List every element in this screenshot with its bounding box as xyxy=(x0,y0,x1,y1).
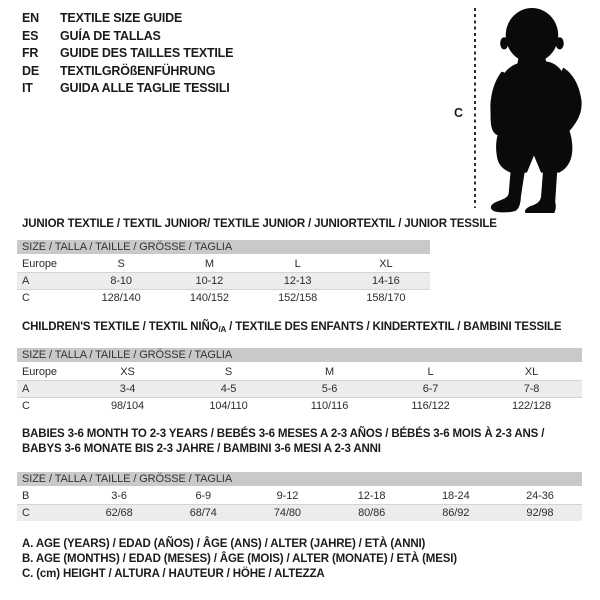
language-code: EN xyxy=(22,11,39,25)
size-header-label: SIZE / TALLA / TAILLE / GRÖSSE / TAGLIA xyxy=(22,473,233,485)
height-measure-dotted-line xyxy=(474,8,476,208)
table-cell: S xyxy=(117,258,125,270)
table-cell: 9-12 xyxy=(276,490,299,502)
junior-table-rows xyxy=(17,256,430,306)
language-row-de xyxy=(22,63,233,81)
row-label: A xyxy=(22,383,30,395)
table-cell: 92/98 xyxy=(526,507,554,519)
table-cell: S xyxy=(224,366,233,378)
size-header-label: SIZE / TALLA / TAILLE / GRÖSSE / TAGLIA xyxy=(22,349,233,361)
table-cell: 122/128 xyxy=(511,400,552,412)
junior-section-title: JUNIOR TEXTILE / TEXTIL JUNIOR/ TEXTILE JUNIOR / JUNIORTEXTIL / JUNIOR TESSILE xyxy=(22,218,497,230)
babies-title-line1: BABIES 3-6 MONTH TO 2-3 YEARS / BEBÉS 3-6 MESES A 2-3 AÑOS / BÉBÉS 3-6 MOIS À 2-3 ANS / xyxy=(22,428,545,440)
table-cell: XS xyxy=(120,366,135,378)
row-label: C xyxy=(22,400,30,412)
table-cell: M xyxy=(204,258,214,270)
size-header-bar xyxy=(17,472,582,486)
language-header xyxy=(22,10,233,98)
children-table-rows xyxy=(17,364,582,414)
size-header-bar xyxy=(17,240,430,254)
language-label: TEXTILGRÖßENFÜHRUNG xyxy=(60,63,216,78)
table-cell: 98/104 xyxy=(110,400,145,412)
table-cell: 18-24 xyxy=(441,490,470,502)
table-cell: 3-6 xyxy=(111,490,127,502)
babies-size-table xyxy=(17,472,582,521)
language-row-it xyxy=(22,80,233,98)
table-row xyxy=(17,397,582,414)
table-cell: 158/170 xyxy=(366,292,406,304)
table-cell: 6-9 xyxy=(195,490,212,502)
children-section-title xyxy=(22,320,561,336)
table-cell: 24-36 xyxy=(526,490,554,502)
children-title-subscript: /A xyxy=(218,325,227,334)
table-cell: 7-8 xyxy=(523,383,540,395)
table-row xyxy=(17,256,430,272)
row-label: C xyxy=(22,292,30,304)
table-cell: 62/68 xyxy=(105,507,133,519)
row-label: A xyxy=(22,275,30,287)
language-row-es xyxy=(22,28,233,46)
babies-table-rows xyxy=(17,488,582,521)
language-row-fr xyxy=(22,45,233,63)
table-cell: 68/74 xyxy=(189,507,217,519)
footnote-a: A. AGE (YEARS) / EDAD (AÑOS) / ÂGE (ANS) / ALTER (JAHRE) / ETÀ (ANNI) xyxy=(22,538,426,550)
children-title-post: / TEXTILE DES ENFANTS / KINDERTEXTIL / BAMBINI TESSILE xyxy=(226,321,562,333)
row-label: Europe xyxy=(22,258,57,270)
table-row xyxy=(17,289,430,306)
baby-figure xyxy=(450,0,600,220)
table-cell: 3-4 xyxy=(119,383,136,395)
table-cell: 74/80 xyxy=(273,507,301,519)
size-header-bar xyxy=(17,348,582,362)
babies-section-title xyxy=(22,427,544,456)
table-cell: L xyxy=(294,258,301,270)
table-row xyxy=(17,504,582,521)
table-cell: 10-12 xyxy=(195,275,224,287)
language-code: IT xyxy=(22,81,33,95)
table-cell: 14-16 xyxy=(372,275,400,287)
table-row xyxy=(17,272,430,289)
table-cell: L xyxy=(427,366,434,378)
table-row xyxy=(17,488,582,504)
size-header-label: SIZE / TALLA / TAILLE / GRÖSSE / TAGLIA xyxy=(22,241,233,253)
table-cell: 128/140 xyxy=(101,292,141,304)
language-label: TEXTILE SIZE GUIDE xyxy=(60,11,183,25)
footnote-b: B. AGE (MONTHS) / EDAD (MESES) / ÂGE (MOIS) / ALTER (MONATE) / ETÀ (MESI) xyxy=(22,553,457,566)
table-cell: 4-5 xyxy=(220,383,237,395)
children-size-table xyxy=(17,348,582,414)
table-cell: 110/116 xyxy=(310,400,349,412)
table-cell: 86/92 xyxy=(442,507,470,519)
table-cell: 80/86 xyxy=(358,507,386,519)
row-label: C xyxy=(22,507,30,519)
table-cell: 104/110 xyxy=(209,400,248,412)
table-cell: 12-13 xyxy=(283,275,312,287)
table-cell: 12-18 xyxy=(357,490,386,502)
footnotes xyxy=(22,537,457,583)
height-measure-label: C xyxy=(454,106,464,120)
table-row xyxy=(17,364,582,380)
children-title-pre: CHILDREN'S TEXTILE / TEXTIL NIÑO xyxy=(22,321,219,333)
table-cell: XL xyxy=(524,366,539,378)
table-cell: 116/122 xyxy=(411,400,450,412)
table-cell: 8-10 xyxy=(110,275,132,287)
table-cell: 5-6 xyxy=(321,383,338,395)
language-label: GUIDE DES TAILLES TEXTILE xyxy=(60,46,234,60)
language-code: DE xyxy=(22,63,39,78)
footnote-c: C. (cm) HEIGHT / ALTURA / HAUTEUR / HÖHE / ALTEZZA xyxy=(22,568,325,581)
language-label: GUÍA DE TALLAS xyxy=(60,28,161,43)
table-cell: XL xyxy=(379,258,393,270)
row-label: Europe xyxy=(22,366,57,378)
language-code: FR xyxy=(22,46,39,60)
row-label: B xyxy=(22,490,30,502)
table-cell: 6-7 xyxy=(422,383,439,395)
babies-title-line2: BABYS 3-6 MONATE BIS 2-3 JAHRE / BAMBINI 3-6 MESI A 2-3 ANNI xyxy=(22,442,381,455)
table-row xyxy=(17,380,582,397)
language-label: GUIDA ALLE TAGLIE TESSILI xyxy=(60,81,230,95)
junior-size-table xyxy=(17,240,430,306)
baby-silhouette-icon xyxy=(486,5,588,213)
table-cell: 140/152 xyxy=(189,292,229,304)
language-row-en xyxy=(22,10,233,28)
table-cell: M xyxy=(324,366,335,378)
table-cell: 152/158 xyxy=(278,292,318,304)
language-code: ES xyxy=(22,28,39,43)
